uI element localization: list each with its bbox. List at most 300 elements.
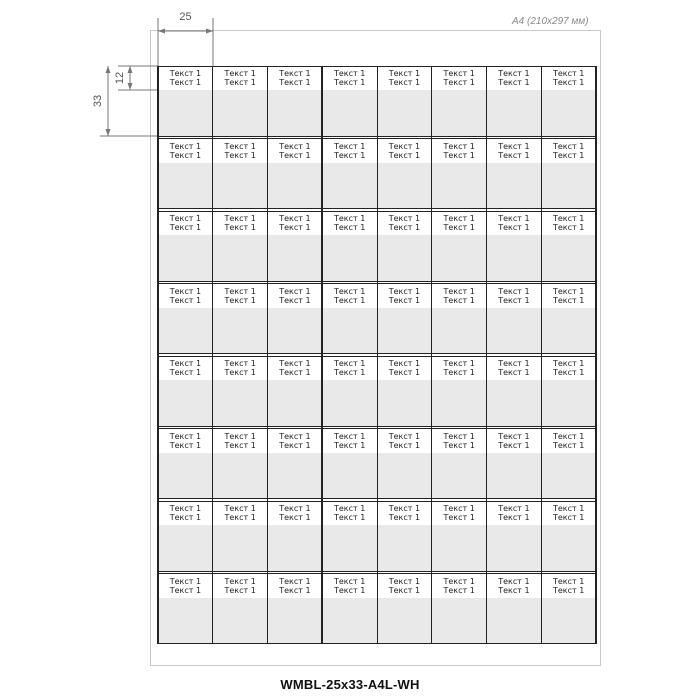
label-text: Текст 1 [443, 431, 475, 441]
dim-width-label: 25 [179, 11, 192, 23]
label-text: Текст 1 [498, 214, 530, 223]
grid-line [158, 281, 596, 282]
label-text: Текст 1 [224, 69, 256, 78]
label-text: Текст 1 [552, 214, 585, 223]
label-body [432, 163, 487, 209]
label-body [377, 308, 432, 354]
grid-line [158, 136, 596, 137]
label-cell [432, 574, 487, 644]
label-text: Текст 1 [388, 223, 421, 232]
label-text: Текст 1 [443, 223, 475, 232]
label-text: Текст 1 [552, 295, 585, 305]
label-body [213, 90, 268, 136]
label-body [322, 308, 377, 354]
label-text-area [213, 429, 268, 454]
label-text: Текст 1 [224, 585, 256, 595]
label-text: Текст 1 [552, 513, 585, 522]
label-text: Текст 1 [388, 576, 421, 586]
label-text: Текст 1 [498, 585, 530, 595]
label-text-area [432, 284, 487, 309]
label-body [377, 90, 432, 136]
label-text: Текст 1 [388, 513, 421, 522]
label-text: Текст 1 [333, 504, 366, 513]
grid-line [158, 428, 596, 429]
label-text-area [541, 284, 596, 309]
label-cell [268, 574, 323, 644]
label-text-area [158, 356, 213, 381]
label-text-area [377, 284, 432, 309]
label-cell [377, 574, 432, 644]
grid-line [158, 498, 596, 499]
label-cell [213, 66, 268, 136]
label-text-area [541, 356, 596, 381]
label-body [541, 380, 596, 426]
label-cell [487, 211, 542, 281]
label-text: Текст 1 [169, 223, 202, 232]
label-text: Текст 1 [552, 440, 585, 450]
label-text-area [432, 501, 487, 526]
label-text-area [213, 501, 268, 526]
label-body [158, 235, 213, 281]
label-body [213, 525, 268, 571]
label-text-area [213, 284, 268, 309]
label-cell [377, 211, 432, 281]
label-body [158, 525, 213, 571]
label-text: Текст 1 [443, 585, 475, 595]
label-text: Текст 1 [224, 214, 256, 223]
label-text: Текст 1 [552, 141, 585, 151]
label-text: Текст 1 [169, 69, 202, 78]
label-text: Текст 1 [333, 141, 366, 151]
label-text-area [322, 356, 377, 381]
label-text: Текст 1 [279, 150, 311, 160]
label-cell [432, 429, 487, 499]
label-body [158, 380, 213, 426]
label-cell [158, 284, 213, 354]
label-text: Текст 1 [169, 368, 202, 377]
label-cell [377, 139, 432, 209]
label-text: Текст 1 [443, 513, 475, 522]
label-text: Текст 1 [388, 78, 421, 87]
label-text-area [268, 574, 323, 599]
label-text: Текст 1 [279, 223, 311, 232]
label-cell [158, 429, 213, 499]
label-text: Текст 1 [169, 141, 202, 151]
label-cell [158, 66, 213, 136]
label-body [158, 163, 213, 209]
grid-line [158, 211, 596, 212]
label-text-area [213, 356, 268, 381]
label-text: Текст 1 [498, 223, 530, 232]
label-text-area [322, 501, 377, 526]
label-cell [268, 284, 323, 354]
label-body [213, 308, 268, 354]
label-text: Текст 1 [552, 576, 585, 586]
label-text: Текст 1 [388, 150, 421, 160]
label-cell [541, 284, 596, 354]
label-body [268, 598, 323, 644]
label-body [268, 525, 323, 571]
label-text-area [432, 574, 487, 599]
label-cell [322, 574, 377, 644]
label-text-area [541, 139, 596, 164]
label-text: Текст 1 [279, 295, 311, 305]
label-text: Текст 1 [333, 295, 366, 305]
label-text: Текст 1 [279, 368, 311, 377]
label-text: Текст 1 [224, 78, 256, 87]
label-text: Текст 1 [443, 368, 475, 377]
grid-line [158, 573, 596, 574]
label-body [322, 163, 377, 209]
dim-height-label: 33 [92, 94, 104, 108]
label-text-area [377, 66, 432, 91]
label-text-area [432, 429, 487, 454]
label-text-area [541, 574, 596, 599]
label-text: Текст 1 [333, 78, 366, 87]
label-text: Текст 1 [498, 78, 530, 87]
label-text-area [432, 66, 487, 91]
label-text-area [158, 284, 213, 309]
label-text-area [322, 574, 377, 599]
label-body [158, 90, 213, 136]
label-cell [158, 501, 213, 571]
label-cell [487, 574, 542, 644]
label-text-area [268, 284, 323, 309]
label-text: Текст 1 [388, 295, 421, 305]
label-text: Текст 1 [552, 150, 585, 160]
label-text-area [541, 429, 596, 454]
label-text-area [541, 66, 596, 91]
label-text: Текст 1 [443, 78, 475, 87]
label-text: Текст 1 [333, 440, 366, 450]
label-text-area [432, 356, 487, 381]
label-text: Текст 1 [279, 585, 311, 595]
label-body [268, 235, 323, 281]
label-text-area [377, 211, 432, 236]
label-text-area [487, 429, 542, 454]
label-cell [213, 356, 268, 426]
label-cell [487, 356, 542, 426]
label-text: Текст 1 [279, 214, 311, 223]
label-text-area [268, 501, 323, 526]
label-cell [268, 211, 323, 281]
label-text: Текст 1 [224, 368, 256, 377]
grid-line [158, 353, 596, 354]
label-text: Текст 1 [333, 431, 366, 441]
label-text: Текст 1 [279, 504, 311, 513]
label-text: Текст 1 [498, 141, 530, 151]
label-cell [377, 429, 432, 499]
label-text: Текст 1 [552, 223, 585, 232]
label-cell [322, 284, 377, 354]
label-cell [268, 501, 323, 571]
label-cell [268, 66, 323, 136]
label-text: Текст 1 [498, 359, 530, 368]
label-text-area [487, 139, 542, 164]
label-text-area [158, 211, 213, 236]
label-text: Текст 1 [388, 359, 421, 368]
label-text: Текст 1 [443, 440, 475, 450]
label-text: Текст 1 [169, 359, 202, 368]
label-text: Текст 1 [224, 286, 256, 296]
label-text: Текст 1 [388, 431, 421, 441]
grid-line [158, 571, 596, 572]
label-body [268, 380, 323, 426]
label-text: Текст 1 [169, 214, 202, 223]
label-text-area [487, 356, 542, 381]
label-cell [158, 139, 213, 209]
label-text: Текст 1 [333, 368, 366, 377]
label-text: Текст 1 [224, 141, 256, 151]
label-body [377, 598, 432, 644]
label-text-area [158, 139, 213, 164]
label-cell [213, 501, 268, 571]
grid-line [158, 426, 596, 427]
label-text-area [268, 429, 323, 454]
label-text: Текст 1 [552, 69, 585, 78]
label-cell [213, 429, 268, 499]
label-text: Текст 1 [552, 504, 585, 513]
grid-line [158, 643, 596, 644]
label-text-area [158, 574, 213, 599]
label-cell [432, 284, 487, 354]
label-body [487, 308, 542, 354]
label-text: Текст 1 [333, 286, 366, 296]
label-text-area [322, 429, 377, 454]
label-cell [432, 139, 487, 209]
label-body [432, 90, 487, 136]
label-body [268, 163, 323, 209]
label-text-area [541, 501, 596, 526]
label-cell [487, 501, 542, 571]
label-text: Текст 1 [333, 585, 366, 595]
label-text: Текст 1 [224, 150, 256, 160]
label-body [541, 453, 596, 499]
grid-line [158, 356, 596, 357]
label-body [268, 90, 323, 136]
label-text-area [487, 211, 542, 236]
label-text: Текст 1 [279, 440, 311, 450]
label-cell [322, 429, 377, 499]
label-text: Текст 1 [169, 78, 202, 87]
label-text: Текст 1 [333, 214, 366, 223]
label-body [158, 453, 213, 499]
label-text: Текст 1 [498, 286, 530, 296]
label-text-area [322, 284, 377, 309]
label-text: Текст 1 [279, 141, 311, 151]
grid-line [158, 66, 596, 67]
label-text-area [541, 211, 596, 236]
label-body [322, 90, 377, 136]
label-text-area [322, 66, 377, 91]
label-text: Текст 1 [279, 576, 311, 586]
label-body [432, 525, 487, 571]
grid-line [158, 138, 596, 139]
label-text-area [268, 356, 323, 381]
label-cell [268, 356, 323, 426]
label-text: Текст 1 [498, 295, 530, 305]
label-body [322, 235, 377, 281]
label-text: Текст 1 [224, 295, 256, 305]
label-text: Текст 1 [279, 431, 311, 441]
label-text: Текст 1 [552, 78, 585, 87]
label-text-area [268, 139, 323, 164]
label-body [487, 525, 542, 571]
label-cell [432, 501, 487, 571]
label-text: Текст 1 [169, 576, 202, 586]
label-text: Текст 1 [169, 513, 202, 522]
page-format-label: A4 (210x297 мм) [512, 16, 589, 27]
label-text: Текст 1 [498, 440, 530, 450]
label-text: Текст 1 [224, 440, 256, 450]
label-body [541, 308, 596, 354]
label-body [377, 235, 432, 281]
label-text: Текст 1 [552, 431, 585, 441]
label-body [432, 235, 487, 281]
label-text-area [268, 66, 323, 91]
label-text: Текст 1 [279, 78, 311, 87]
label-cell [541, 211, 596, 281]
label-text: Текст 1 [333, 513, 366, 522]
label-text-area [158, 429, 213, 454]
dim-header-height-label: 12 [114, 71, 126, 85]
label-text-area [158, 501, 213, 526]
label-body [377, 525, 432, 571]
label-text: Текст 1 [552, 286, 585, 296]
label-body [432, 453, 487, 499]
label-cell [541, 139, 596, 209]
label-body [377, 380, 432, 426]
label-cell [158, 211, 213, 281]
label-body [322, 525, 377, 571]
label-text: Текст 1 [552, 359, 585, 368]
grid-line [158, 501, 596, 502]
label-text: Текст 1 [224, 504, 256, 513]
label-cell [268, 429, 323, 499]
label-body [432, 308, 487, 354]
label-text: Текст 1 [498, 431, 530, 441]
label-text: Текст 1 [224, 513, 256, 522]
label-cell [322, 139, 377, 209]
label-text-area [487, 501, 542, 526]
label-text-area [377, 356, 432, 381]
label-cell [213, 284, 268, 354]
label-text: Текст 1 [333, 576, 366, 586]
label-text: Текст 1 [443, 295, 475, 305]
label-text: Текст 1 [388, 368, 421, 377]
label-text: Текст 1 [498, 513, 530, 522]
label-text: Текст 1 [388, 504, 421, 513]
label-cell [541, 574, 596, 644]
label-cell [487, 139, 542, 209]
label-body [213, 163, 268, 209]
label-text: Текст 1 [333, 69, 366, 78]
label-body [432, 598, 487, 644]
label-body [541, 163, 596, 209]
label-cell [213, 574, 268, 644]
label-cell [377, 66, 432, 136]
label-text: Текст 1 [443, 286, 475, 296]
label-body [268, 308, 323, 354]
label-text: Текст 1 [169, 286, 202, 296]
label-text: Текст 1 [443, 214, 475, 223]
label-body [322, 598, 377, 644]
label-text: Текст 1 [498, 504, 530, 513]
grid-line [158, 208, 596, 209]
label-cell [213, 211, 268, 281]
label-text: Текст 1 [388, 69, 421, 78]
label-text: Текст 1 [498, 368, 530, 377]
label-cell [158, 356, 213, 426]
label-text: Текст 1 [443, 141, 475, 151]
grid-line [158, 283, 596, 284]
label-cell [322, 211, 377, 281]
label-body [487, 90, 542, 136]
label-cell [268, 139, 323, 209]
label-text: Текст 1 [169, 150, 202, 160]
label-text: Текст 1 [498, 150, 530, 160]
label-cell [377, 284, 432, 354]
label-text: Текст 1 [552, 585, 585, 595]
label-text: Текст 1 [498, 69, 530, 78]
label-cell [213, 139, 268, 209]
label-text-area [487, 284, 542, 309]
label-body [487, 598, 542, 644]
label-body [541, 90, 596, 136]
label-text: Текст 1 [279, 286, 311, 296]
label-cell [377, 501, 432, 571]
product-code: WMBL-25x33-A4L-WH [280, 677, 420, 692]
label-text-area [322, 211, 377, 236]
label-body [487, 453, 542, 499]
label-text: Текст 1 [388, 141, 421, 151]
label-cell [541, 66, 596, 136]
label-text: Текст 1 [333, 150, 366, 160]
label-cell [487, 429, 542, 499]
label-text-area [377, 501, 432, 526]
label-text: Текст 1 [333, 359, 366, 368]
label-body [541, 598, 596, 644]
label-body [213, 453, 268, 499]
label-text-area [213, 66, 268, 91]
label-text-area [213, 139, 268, 164]
label-text: Текст 1 [388, 214, 421, 223]
label-text: Текст 1 [498, 576, 530, 586]
label-body [432, 380, 487, 426]
label-body [487, 163, 542, 209]
label-text-area [377, 574, 432, 599]
label-cell [541, 501, 596, 571]
label-text: Текст 1 [443, 359, 475, 368]
label-text-area [322, 139, 377, 164]
label-body [487, 235, 542, 281]
label-text: Текст 1 [443, 69, 475, 78]
label-body [322, 453, 377, 499]
label-text-area [487, 66, 542, 91]
label-cell [487, 284, 542, 354]
label-cell [322, 66, 377, 136]
label-text-area [377, 429, 432, 454]
label-body [213, 380, 268, 426]
label-cell [487, 66, 542, 136]
label-body [268, 453, 323, 499]
label-cell [432, 66, 487, 136]
label-cell [541, 356, 596, 426]
label-grid [158, 66, 596, 644]
label-text: Текст 1 [443, 150, 475, 160]
label-body [158, 308, 213, 354]
label-body [377, 453, 432, 499]
